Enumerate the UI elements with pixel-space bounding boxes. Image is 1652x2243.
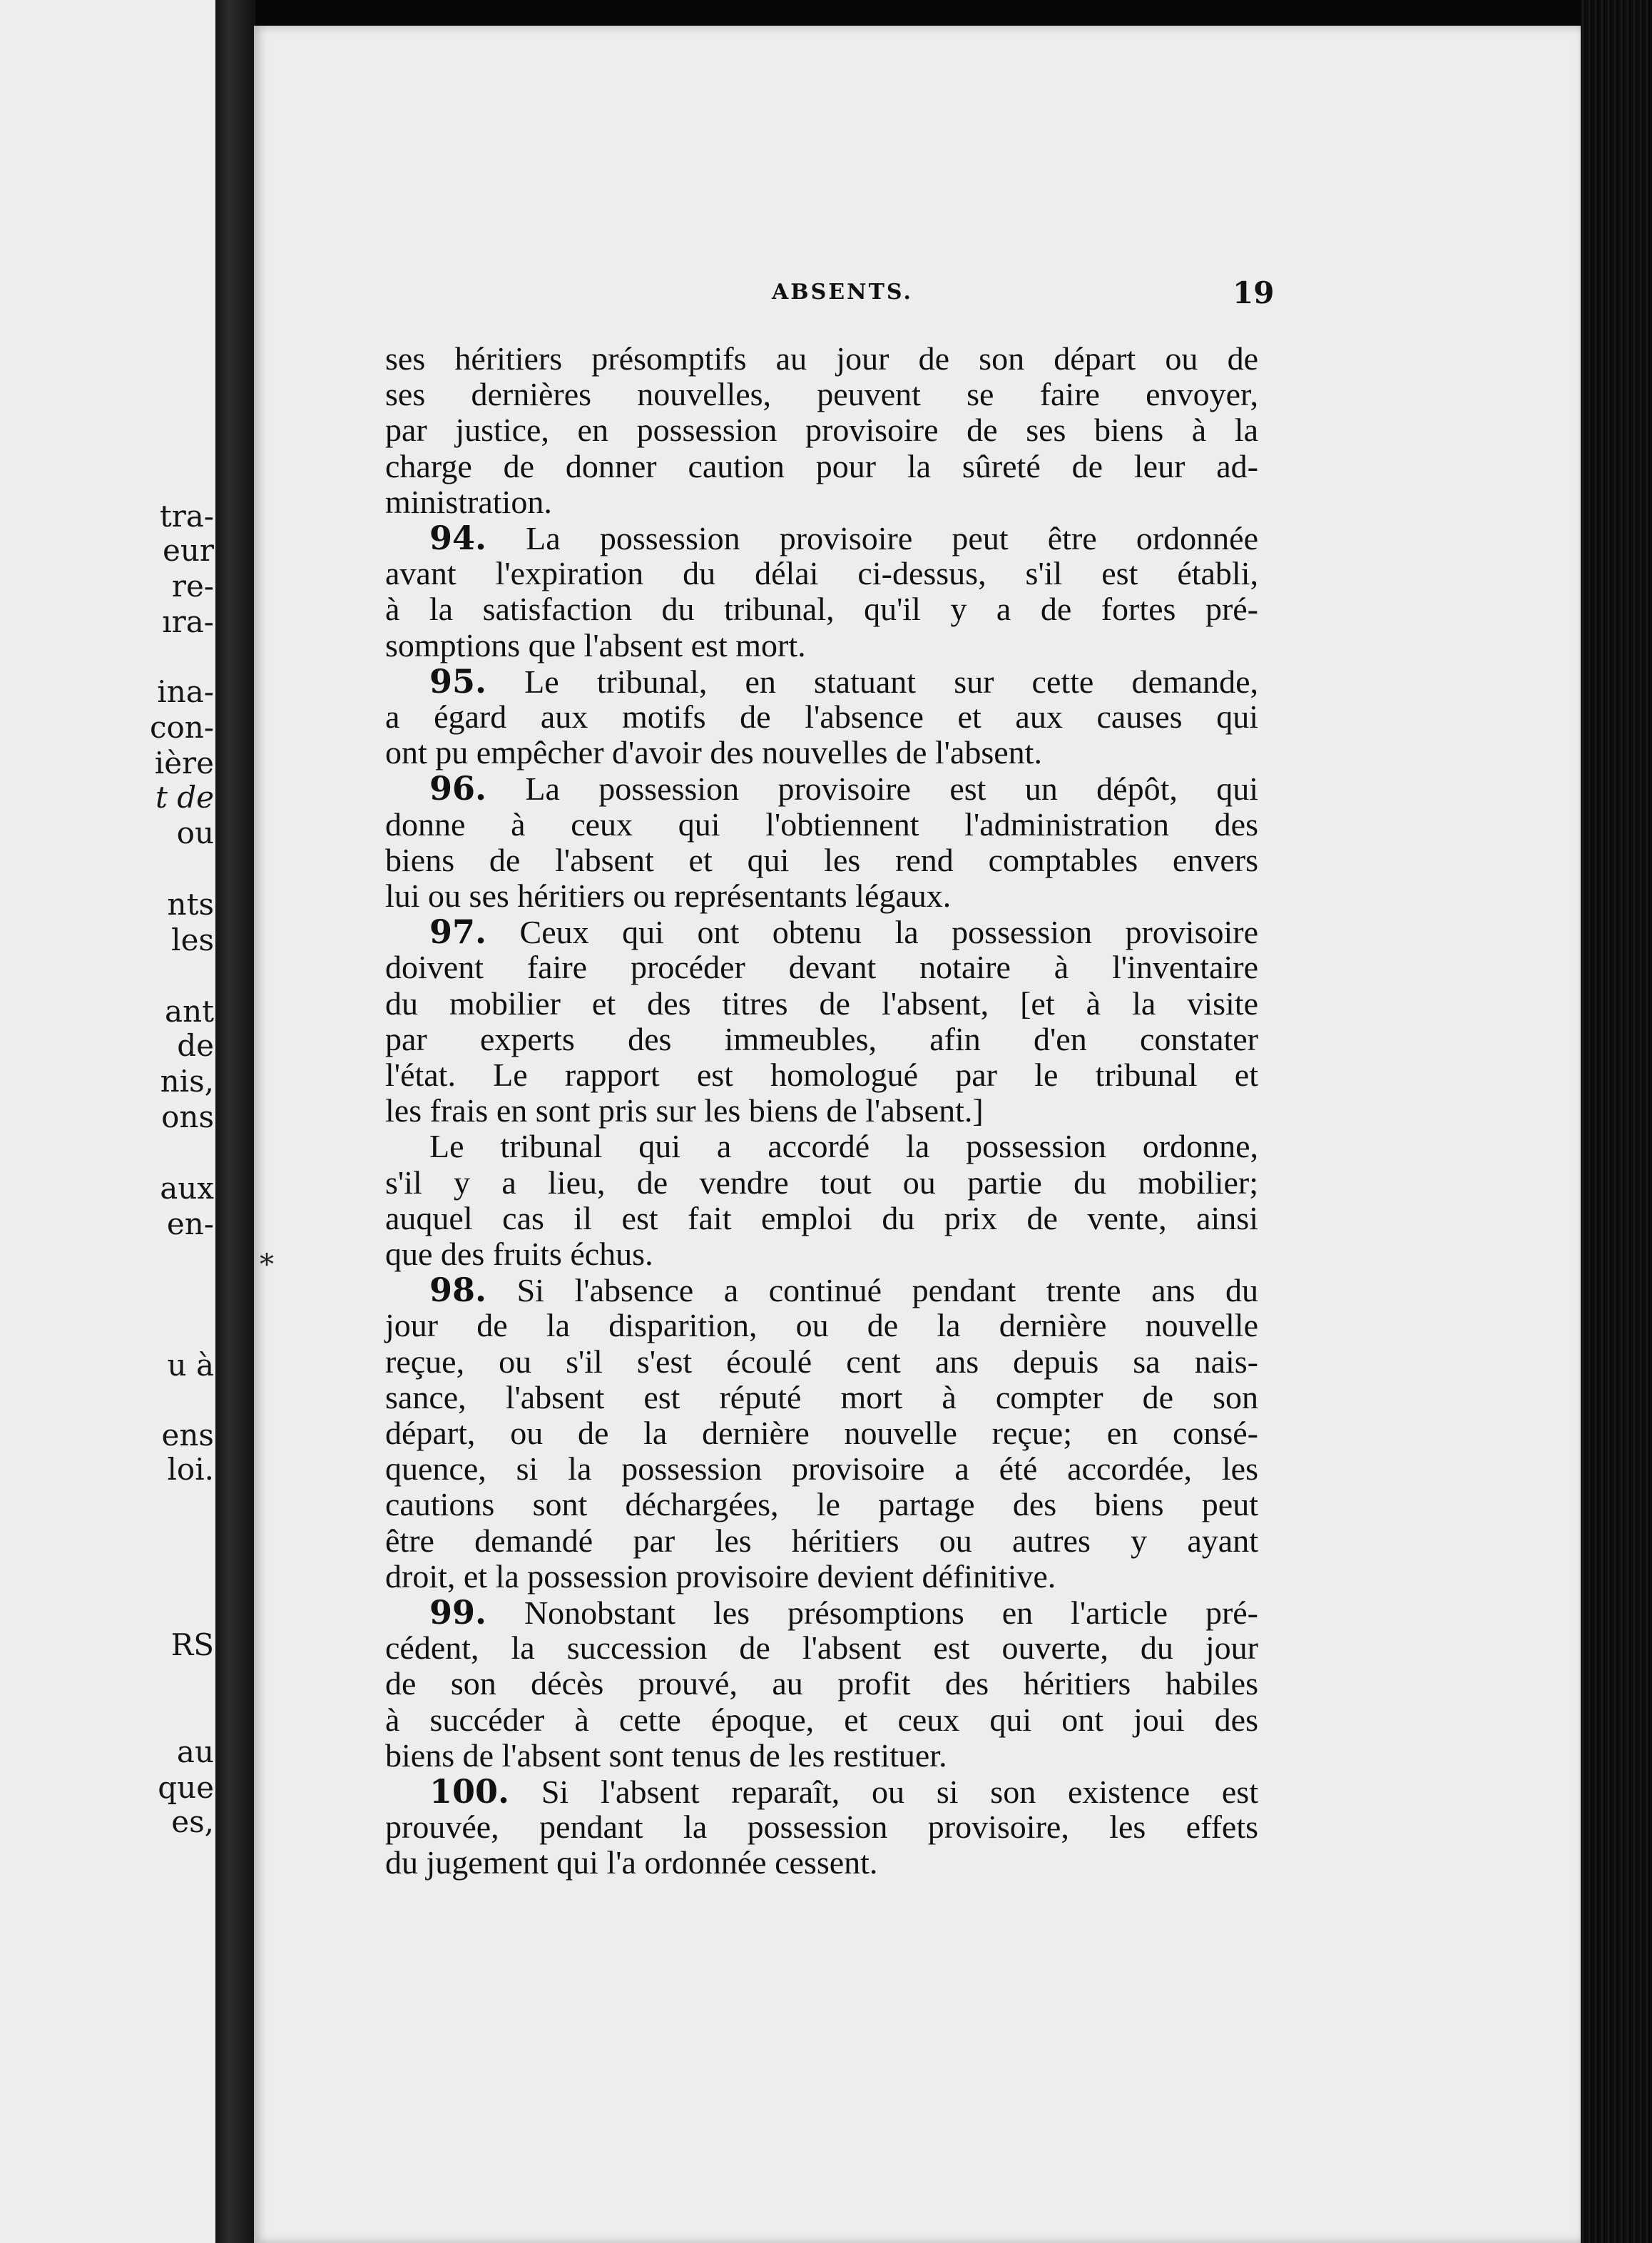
text-line [385,1666,1258,1703]
line-text: à la satisfaction du tribunal, qu'il y a de fortes pré- [385,591,1258,627]
line-text: lui ou ses héritiers ou représentants légaux. [385,878,952,914]
left-page-fragment: tra- [159,499,214,534]
line-text: doivent faire procéder devant notaire à l'inventaire [385,949,1258,985]
text-line [385,735,1258,772]
text-line [385,1523,1258,1560]
text-line [385,843,1258,880]
line-text: droit, et la possession provisoire devient définitive. [385,1558,1056,1594]
line-text: charge de donner caution pour la sûreté de leur ad- [385,448,1258,484]
text-line [385,1093,1258,1130]
text-line [385,699,1258,736]
article-number: 99. [429,1593,487,1632]
line-text: biens de l'absent et qui les rend comptables envers [385,842,1258,878]
article-line [385,1774,1258,1811]
text-line [385,628,1258,665]
line-text: sance, l'absent est réputé mort à compter de son [385,1379,1258,1415]
left-page-fragment: u à [167,1348,214,1383]
text-line [385,1630,1258,1667]
article-line [385,914,1258,951]
line-text: ses héritiers présomptifs au jour de son départ ou de [385,340,1258,377]
text-line [385,1236,1258,1273]
text-line [385,878,1258,915]
left-page-fragment: RS [170,1627,214,1662]
article-line [385,770,1258,808]
left-page-fragment: es, [171,1804,214,1839]
left-page-fragment: con- [149,710,214,745]
line-text: cédent, la succession de l'absent est ouverte, du jour [385,1629,1258,1666]
left-page-fragment: ina- [157,674,214,709]
text-line [385,807,1258,844]
left-page-fragment: ant [165,994,214,1029]
line-text: La possession provisoire est un dépôt, qui [486,770,1258,807]
text-line [385,1415,1258,1453]
text-line [385,1165,1258,1202]
left-page [0,0,218,2243]
text-line [385,341,1258,378]
left-page-fragment: nts [167,887,214,922]
left-page-fragment: ens [161,1418,214,1453]
text-line [385,1344,1258,1381]
line-text: ont pu empêcher d'avoir des nouvelles de l'absent. [385,734,1042,770]
line-text: avant l'expiration du délai ci-dessus, s'il est établi, [385,555,1258,591]
left-page-fragment: les [171,922,214,957]
left-page-fragment: ıra- [162,604,214,639]
line-text: biens de l'absent sont tenus de les restituer. [385,1737,947,1774]
text-line [385,1380,1258,1417]
line-text: par experts des immeubles, afin d'en constater [385,1021,1258,1057]
text-line [385,1201,1258,1238]
line-text: par justice, en possession provisoire de ses biens à la [385,412,1258,448]
text-line [385,1308,1258,1345]
left-page-fragment: de [177,1028,214,1063]
text-line [385,484,1258,522]
text-line [385,412,1258,449]
line-text: du jugement qui l'a ordonnée cessent. [385,1844,878,1881]
line-text: départ, ou de la dernière nouvelle reçue; en consé- [385,1415,1258,1451]
left-page-fragment: en- [166,1206,214,1241]
left-page-fragment: ons [161,1099,214,1134]
line-text: Le tribunal, en statuant sur cette demande, [486,663,1258,700]
line-text: du mobilier et des titres de l'absent, [et à la visite [385,985,1258,1022]
text-line [385,449,1258,486]
line-text: Ceux qui ont obtenu la possession provisoire [486,914,1258,950]
page-edges [1581,0,1652,2243]
text-line [385,1559,1258,1596]
line-text: l'état. Le rapport est homologué par le tribunal et [385,1057,1258,1093]
text-line [385,950,1258,987]
line-text: La possession provisoire peut être ordonnée [486,520,1258,556]
text-line [385,1487,1258,1524]
line-text: Si l'absent reparaît, ou si son existence est [509,1774,1258,1810]
left-page-fragment: que [158,1770,214,1805]
left-page-fragment: au [176,1734,214,1769]
line-text: ses dernières nouvelles, peuvent se faire envoyer, [385,376,1258,412]
line-text: à succéder à cette époque, et ceux qui ont joui des [385,1702,1258,1738]
left-page-fragment: nis, [160,1064,214,1099]
text-line [385,1022,1258,1059]
line-text: Nonobstant les présomptions en l'article pré- [486,1594,1258,1631]
article-number: 95. [429,662,487,701]
article-number: 97. [429,912,487,951]
line-text: cautions sont déchargées, le partage des biens peut [385,1486,1258,1522]
text-line [385,1738,1258,1775]
line-text: Le tribunal qui a accordé la possession ordonne, [429,1128,1258,1164]
article-line [385,663,1258,701]
text-line [385,1057,1258,1094]
line-text: s'il y a lieu, de vendre tout ou partie du mobilier; [385,1164,1258,1201]
text-line [385,1845,1258,1882]
book-spine [215,0,255,2243]
line-text: jour de la disparition, ou de la dernière nouvelle [385,1307,1258,1343]
text-line [385,1809,1258,1846]
text-line [385,556,1258,593]
line-text: que des fruits échus. [385,1236,653,1272]
text-line [385,591,1258,629]
left-page-fragment: ière [154,746,214,780]
left-page-fragment: aux [160,1171,214,1206]
margin-mark: * [260,1248,274,1281]
text-line [385,1129,1258,1166]
line-text: a égard aux motifs de l'absence et aux causes qui [385,698,1258,735]
line-text: somptions que l'absent est mort. [385,627,806,663]
article-number: 94. [429,519,487,557]
article-number: 96. [429,769,487,808]
line-text: reçue, ou s'il s'est écoulé cent ans depuis sa nais- [385,1343,1258,1380]
line-text: de son décès prouvé, au profit des héritiers habiles [385,1665,1258,1702]
left-page-fragment: eur [163,533,214,568]
text-line [385,1702,1258,1739]
line-text: quence, si la possession provisoire a été accordée, les [385,1450,1258,1487]
left-page-fragment: ou [176,815,214,850]
running-head: ABSENTS. [772,280,913,305]
text-line [385,1451,1258,1488]
line-text: donne à ceux qui l'obtiennent l'administration des [385,806,1258,843]
line-text: prouvée, pendant la possession provisoire, les effets [385,1809,1258,1845]
line-text: être demandé par les héritiers ou autres y ayant [385,1522,1258,1559]
line-text: les frais en sont pris sur les biens de l'absent.] [385,1092,984,1129]
article-line [385,1594,1258,1632]
text-line [385,377,1258,414]
text-line [385,986,1258,1023]
article-number: 98. [429,1271,487,1309]
left-page-fragment: loi. [167,1452,214,1487]
line-text: ministration. [385,484,552,520]
article-line [385,1272,1258,1309]
page-number: 19 [1233,275,1275,310]
left-page-fragment: re- [171,569,214,604]
article-line [385,520,1258,557]
article-number: 100. [429,1772,510,1811]
left-page-fragment: t de [155,780,214,815]
line-text: Si l'absence a continué pendant trente ans du [486,1272,1258,1308]
line-text: auquel cas il est fait emploi du prix de vente, ainsi [385,1200,1258,1236]
